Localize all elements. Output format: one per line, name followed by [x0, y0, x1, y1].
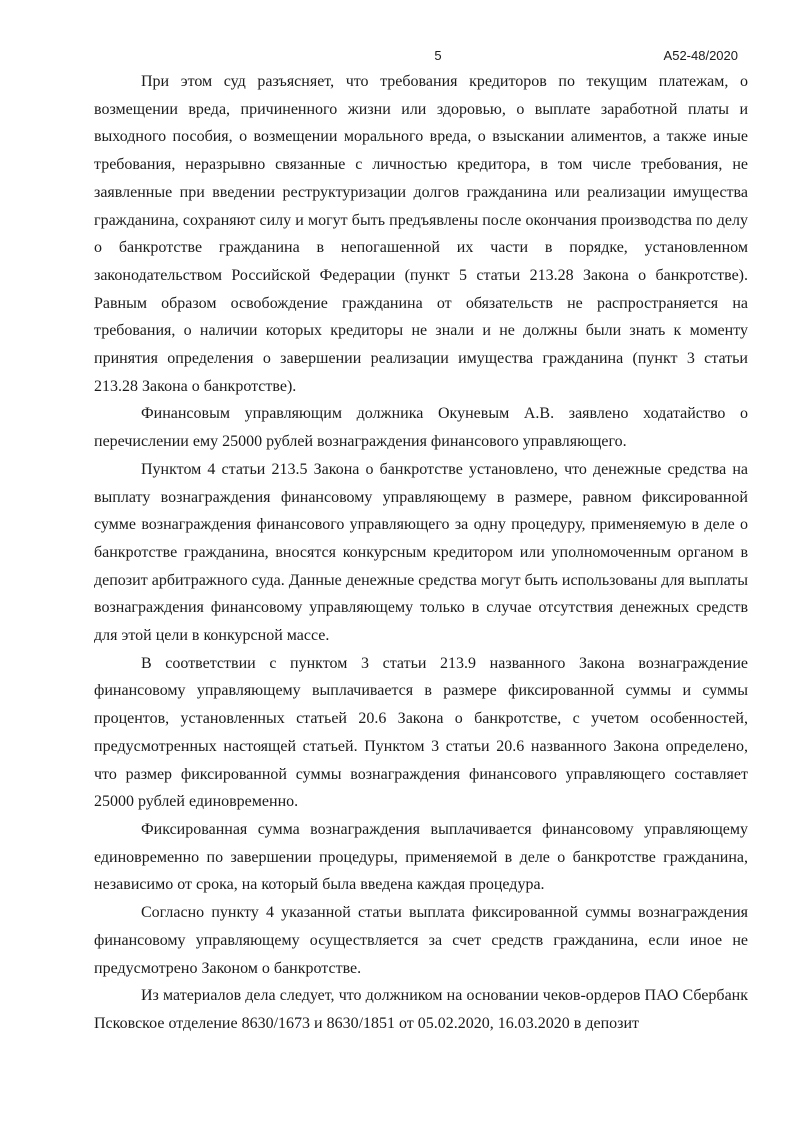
case-number: А52-48/2020	[663, 48, 738, 63]
page-number: 5	[434, 48, 442, 63]
paragraph-fixed-sum-payment: Фиксированная сумма вознаграждения выплачивается финансовому управляющему единовременно по завершении процедуры, применяемой в деле о банкротстве гражданина, независимо от срока, на который была введена каждая процедура.	[94, 820, 748, 894]
paragraph-manager-motion: Финансовым управляющим должника Окуневым А.В. заявлено ходатайство о перечислении ему 25000 рублей вознаграждения финансового управляющего.	[94, 405, 748, 451]
paragraph-case-materials: Из материалов дела следует, что должником на основании чеков-ордеров ПАО Сбербанк Псковское отделение 8630/1673 и 8630/1851 от 05.02.2020, 16.03.2020 в депозит	[94, 987, 748, 1032]
paragraph-article-213-9: В соответствии с пунктом 3 статьи 213.9 названного Закона вознаграждение финансовому управляющему выплачивается в размере фиксированной суммы и суммы процентов, установленных статьей 20.6 Закона о банкротстве, с учетом особенностей, предусмотренных настоящей статьей. Пунктом 3 статьи 20.6 названного Закона определено, что размер фиксированной суммы вознаграждения финансового управляющего составляет 25000 рублей единовременно.	[94, 654, 748, 811]
paragraph-court-clarification: При этом суд разъясняет, что требования кредиторов по текущим платежам, о возмещении вреда, причиненного жизни или здоровью, о выплате заработной платы и выходного пособия, о возмещении морального вреда, о взыскании алиментов, а также иные требования, неразрывно связанные с личностью кредитора, в том числе требования, не заявленные при введении реструктуризации долгов гражданина или реализации имущества гражданина, сохраняют силу и могут быть предъявлены после окончания производства по делу о банкротстве гражданина в непогашенной их части в порядке, установленном законодательством Российской Федерации (пункт 5 статьи 213.28 Закона о банкротстве). Равным образом освобождение гражданина от обязательств не распространяется на требования, о наличии которых кредиторы не знали и не должны были знать к моменту принятия определения о завершении реализации имущества гражданина (пункт 3 статьи 213.28 Закона о банкротстве).	[94, 73, 748, 395]
paragraph-point-4-payment-source: Согласно пункту 4 указанной статьи выплата фиксированной суммы вознаграждения финансовому управляющему осуществляется за счет средств гражданина, если иное не предусмотрено Законом о банкротстве.	[94, 904, 748, 977]
document-body	[94, 68, 748, 1038]
paragraph-article-213-5: Пунктом 4 статьи 213.5 Закона о банкротстве установлено, что денежные средства на выплату вознаграждения финансовому управляющему в размере, равном фиксированной сумме вознаграждения финансового управляющего за одну процедуру, применяемую в деле о банкротстве гражданина, вносятся конкурсным кредитором или уполномоченным органом в депозит арбитражного суда. Данные денежные средства могут быть использованы для выплаты вознаграждения финансовому управляющему только в случае отсутствия денежных средств для этой цели в конкурсной массе.	[94, 460, 748, 645]
page-header	[94, 48, 748, 66]
